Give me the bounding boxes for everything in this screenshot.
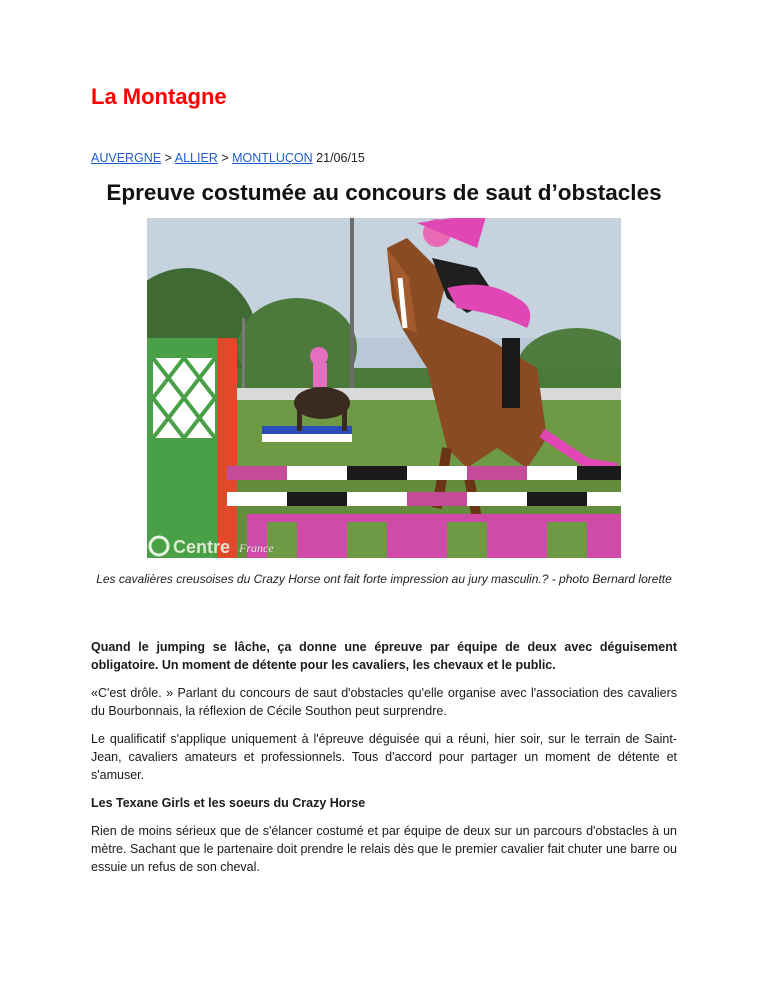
breadcrumb-link-auvergne[interactable]: AUVERGNE: [91, 151, 162, 165]
breadcrumb-link-montlucon[interactable]: MONTLUÇON: [232, 151, 313, 165]
article-body: [91, 638, 677, 886]
photo-caption: Les cavalières creusoises du Crazy Horse ont fait forte impression au jury masculin.? - photo Bernard lorette: [96, 572, 672, 586]
photo-watermark: Centre: [173, 537, 231, 557]
article-lead: Quand le jumping se lâche, ça donne une épreuve par équipe de deux avec déguisement obligatoire. Un moment de détente pour les cavaliers, les chevaux et le public.: [91, 640, 677, 672]
article-date: 21/06/15: [316, 151, 365, 165]
article-subheading: Les Texane Girls et les soeurs du Crazy Horse: [91, 796, 366, 810]
article-paragraph: Le qualificatif s'applique uniquement à l'épreuve déguisée qui a réuni, hier soir, sur le terrain de Saint-Jean, cavaliers amateurs et professionnels. Tous d'accord pour partager un moment de détente et s'amuser.: [91, 732, 677, 782]
article-headline: Epreuve costumée au concours de saut d’obstacles: [106, 180, 662, 205]
publication-name: La Montagne: [91, 84, 227, 109]
article-photo: [147, 218, 621, 558]
article-paragraph: Rien de moins sérieux que de s'élancer costumé et par équipe de deux sur un parcours d'obstacles à un mètre. Sachant que le partenaire doit prendre le relais dès que le premier cavalier fait chuter une barre ou essuie un refus de son cheval.: [91, 824, 677, 874]
photo-watermark-suffix: France: [239, 541, 274, 555]
breadcrumb-link-allier[interactable]: ALLIER: [174, 151, 218, 165]
breadcrumb-separator: >: [221, 151, 229, 165]
breadcrumb: [91, 151, 365, 165]
article-paragraph: «C'est drôle. » Parlant du concours de saut d'obstacles qu'elle organise avec l'association des cavaliers du Bourbonnais, la réflexion de Cécile Southon peut surprendre.: [91, 686, 677, 718]
breadcrumb-separator: >: [164, 151, 172, 165]
